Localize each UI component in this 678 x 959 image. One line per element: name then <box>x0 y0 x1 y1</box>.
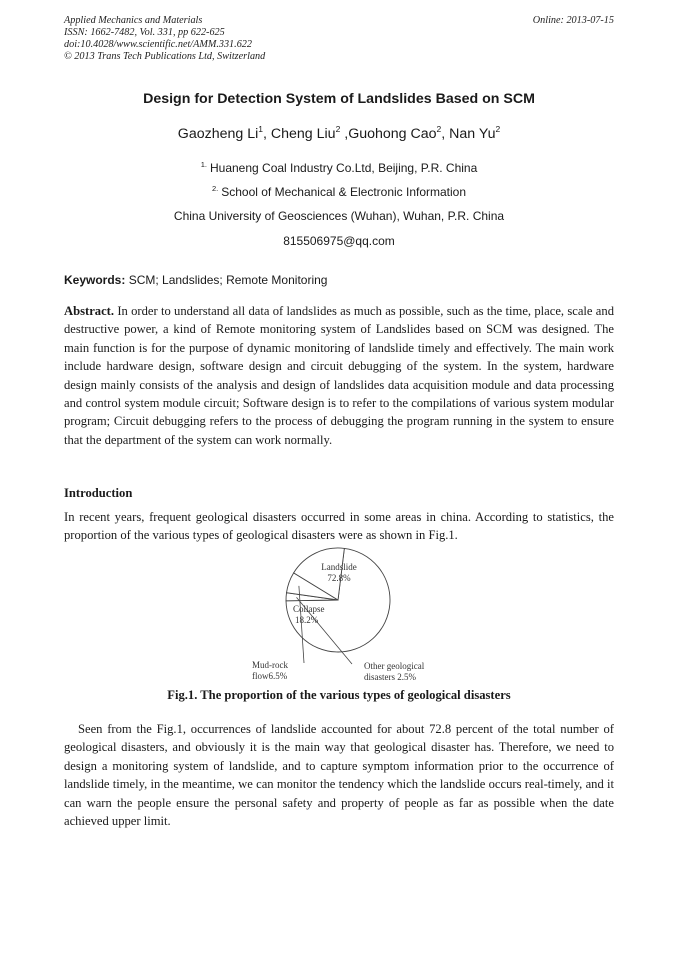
author-list <box>0 124 678 142</box>
slice-value-other: disasters 2.5% <box>364 672 416 682</box>
author: Nan Yu <box>449 126 496 142</box>
section-heading-introduction: Introduction <box>64 486 133 500</box>
running-header <box>64 15 265 63</box>
affiliation-text: Huaneng Coal Industry Co.Ltd, Beijing, P.R. China <box>209 161 478 175</box>
slice-label-mudrock: Mud-rock <box>252 660 288 670</box>
abstract-text: In order to understand all data of landslides as much as possible, such as the time, place, scale and destructive power, a kind of Remote monitoring system of Landslides based on SCM was designed. The main function is for the purpose of dynamic monitoring of landslide timely and effectively. The main work include hardware design, software design and circuit debugging of the system. In the system, hardware design mainly consists of the analysis and design of landslides data acquisition module and data processing and control system module circuit; Software design is to refer to the compilations of various system modular program; Circuit debugging refers to the process of debugging the program running in the system to ensure that the department of the system can work normally. <box>64 304 614 447</box>
keywords <box>64 273 327 287</box>
pie-chart <box>246 546 436 686</box>
author-sup: 2 <box>335 124 341 134</box>
author: Gaozheng Li <box>177 126 259 142</box>
figure-caption: Fig.1. The proportion of the various types of geological disasters <box>167 688 511 702</box>
slice-value-mudrock: flow6.5% <box>252 671 288 681</box>
doi: doi:10.4028/www.scientific.net/AMM.331.622 <box>64 39 252 50</box>
author-sup: 2 <box>436 124 442 134</box>
online-date: Online: 2013-07-15 <box>532 15 614 26</box>
abstract <box>64 302 614 449</box>
journal-name: Applied Mechanics and Materials <box>64 15 203 26</box>
slice-value-landslide: 72.8% <box>327 573 351 583</box>
slice-label-landslide: Landslide <box>321 562 357 572</box>
author-sup: 1 <box>258 124 263 134</box>
slice-value-collapse: 18.2% <box>295 615 319 625</box>
issn: ISSN: 1662-7482, Vol. 331, pp 622-625 <box>64 27 225 38</box>
affiliation-1 <box>0 160 678 175</box>
affiliation-sup: 2. <box>211 184 219 193</box>
paper-title: Design for Detection System of Landslides Based on SCM <box>143 91 535 107</box>
slice-label-collapse: Collapse <box>293 604 325 614</box>
author-sup: 2 <box>495 124 501 134</box>
author-email: 815506975@qq.com <box>283 234 395 248</box>
affiliation-2 <box>0 184 678 199</box>
abstract-label: Abstract. <box>64 304 115 318</box>
slice-label-other: Other geological <box>364 661 425 671</box>
intro-paragraph-1: In recent years, frequent geological disasters occurred in some areas in china. According to statistics, the proportion of the various types of geological disasters were as shown in Fig.1. <box>64 510 614 543</box>
copyright: © 2013 Trans Tech Publications Ltd, Switzerland <box>64 51 266 62</box>
keywords-text: SCM; Landslides; Remote Monitoring <box>128 273 328 287</box>
affiliation-3: China University of Geosciences (Wuhan), Wuhan, P.R. China <box>173 209 505 223</box>
intro-paragraph-2: Seen from the Fig.1, occurrences of landslide accounted for about 72.8 percent of the total number of geological disasters, and obviously it is the main way that geological disaster has. Therefore, we need to design a monitoring system of landslide, and to capture symptom information prior to the occurrence of landslide timely, in the meantime, we can monitor the tendency which the landslide occurs real-timely, and it can warn the people ensure the personal safety and property of people as far as possible when the date achieved upper limit. <box>64 722 614 829</box>
affiliation-text: School of Mechanical & Electronic Information <box>221 185 467 199</box>
author: Cheng Liu <box>270 126 336 142</box>
affiliation-sup: 1. <box>200 160 207 169</box>
author-sep: , <box>262 126 271 142</box>
figure-1 <box>246 546 436 686</box>
author-sep: , <box>340 126 349 142</box>
author-sep: , <box>441 126 450 142</box>
keywords-label: Keywords: <box>64 273 126 287</box>
author: Guohong Cao <box>348 126 437 142</box>
